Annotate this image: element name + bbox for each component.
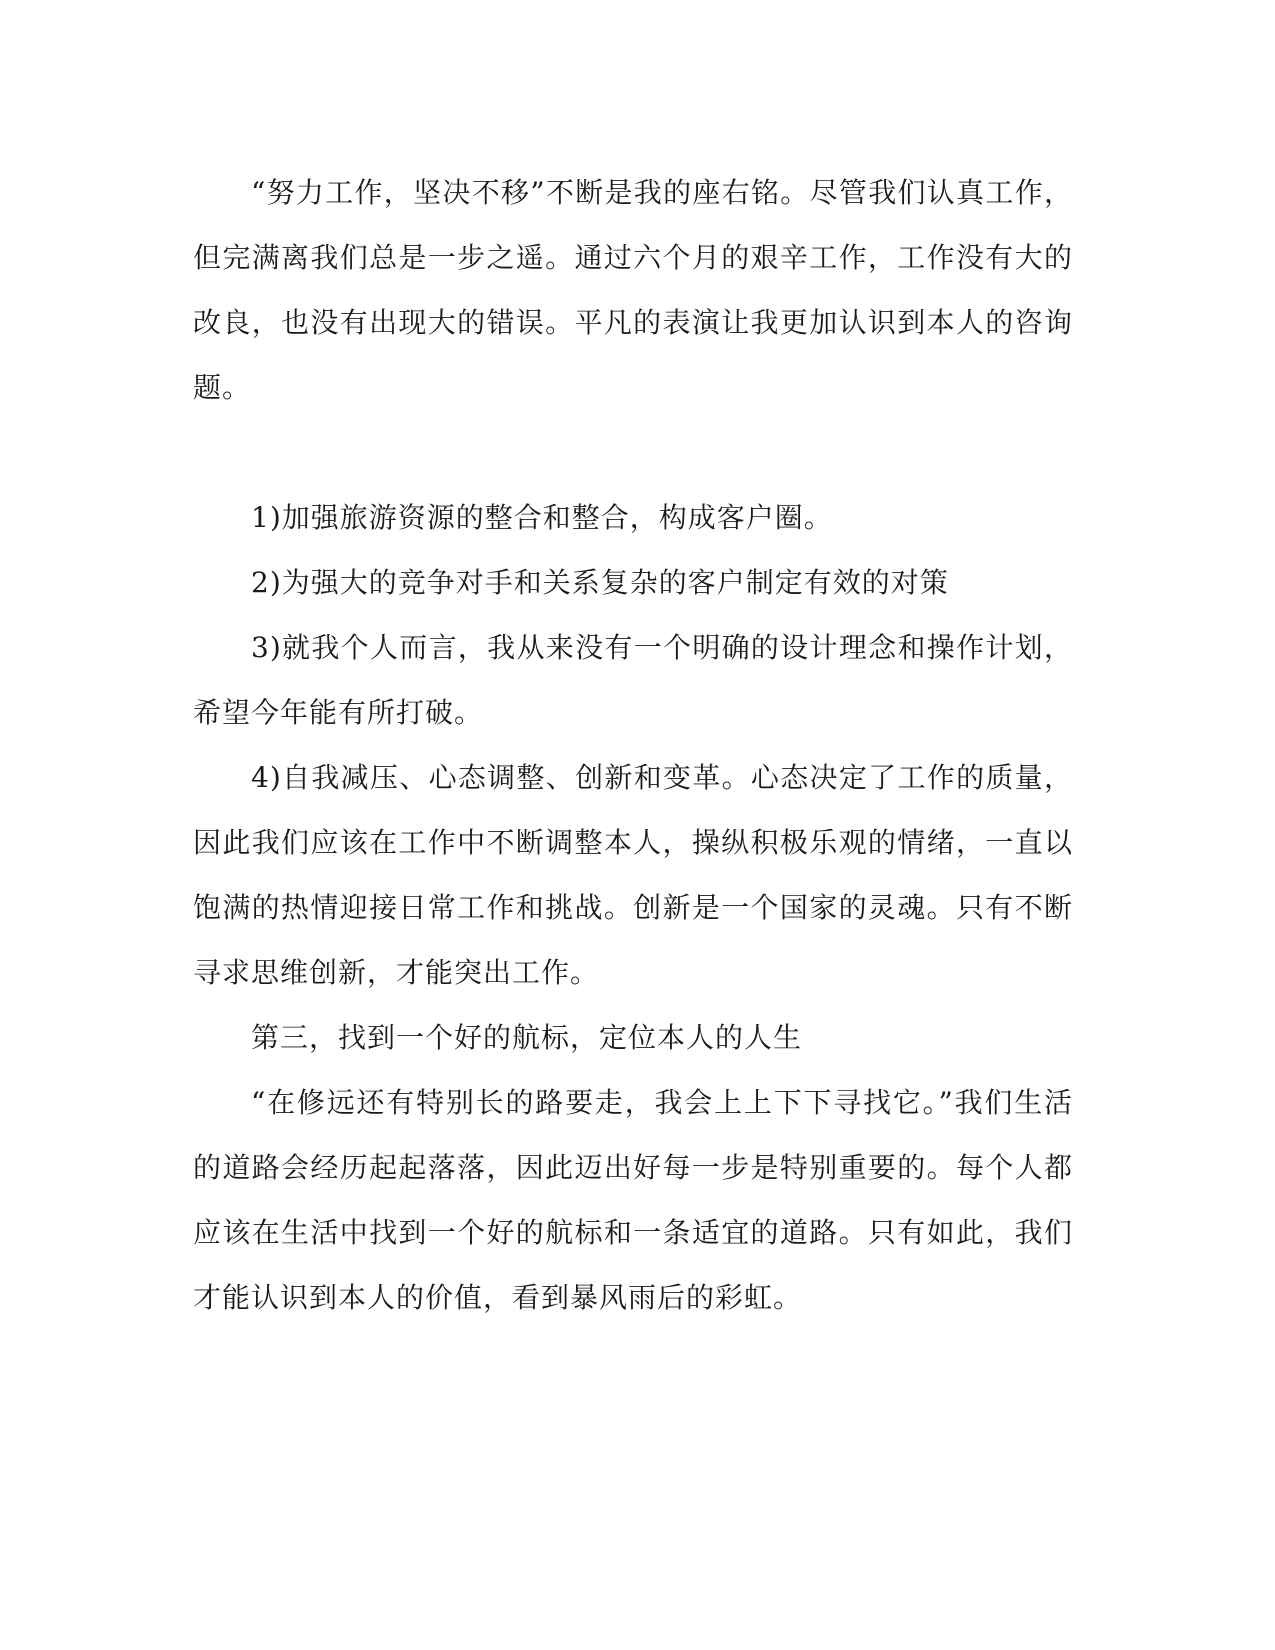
list-item-4: 4)自我减压、心态调整、创新和变革。心态决定了工作的质量，因此我们应该在工作中不断调整本人，操纵积极乐观的情绪，一直以饱满的热情迎接日常工作和挑战。创新是一个国家的灵魂。只有不断寻求思维创新，才能突出工作。 (193, 761, 1073, 989)
paragraph-closing: “在修远还有特别长的路要走，我会上上下下寻找它。”我们生活的道路会经历起起落落，因此迈出好每一步是特别重要的。每个人都应该在生活中找到一个好的航标和一条适宜的道路。只有如此，我们才能认识到本人的价值，看到暴风雨后的彩虹。 (193, 1086, 1073, 1314)
list-item-2: 2)为强大的竞争对手和关系复杂的客户制定有效的对策 (251, 566, 949, 599)
document-body (193, 160, 1073, 1330)
list-item-3: 3)就我个人而言，我从来没有一个明确的设计理念和操作计划，希望今年能有所打破。 (193, 631, 1073, 729)
section-heading-third: 第三，找到一个好的航标，定位本人的人生 (251, 1021, 803, 1054)
list-item-1: 1)加强旅游资源的整合和整合，构成客户圈。 (251, 501, 833, 534)
paragraph-motto: “努力工作，坚决不移”不断是我的座右铭。尽管我们认真工作，但完满离我们总是一步之遥。通过六个月的艰辛工作，工作没有大的改良，也没有出现大的错误。平凡的表演让我更加认识到本人的咨询题。 (193, 176, 1073, 404)
paragraph-gap (193, 420, 1073, 485)
